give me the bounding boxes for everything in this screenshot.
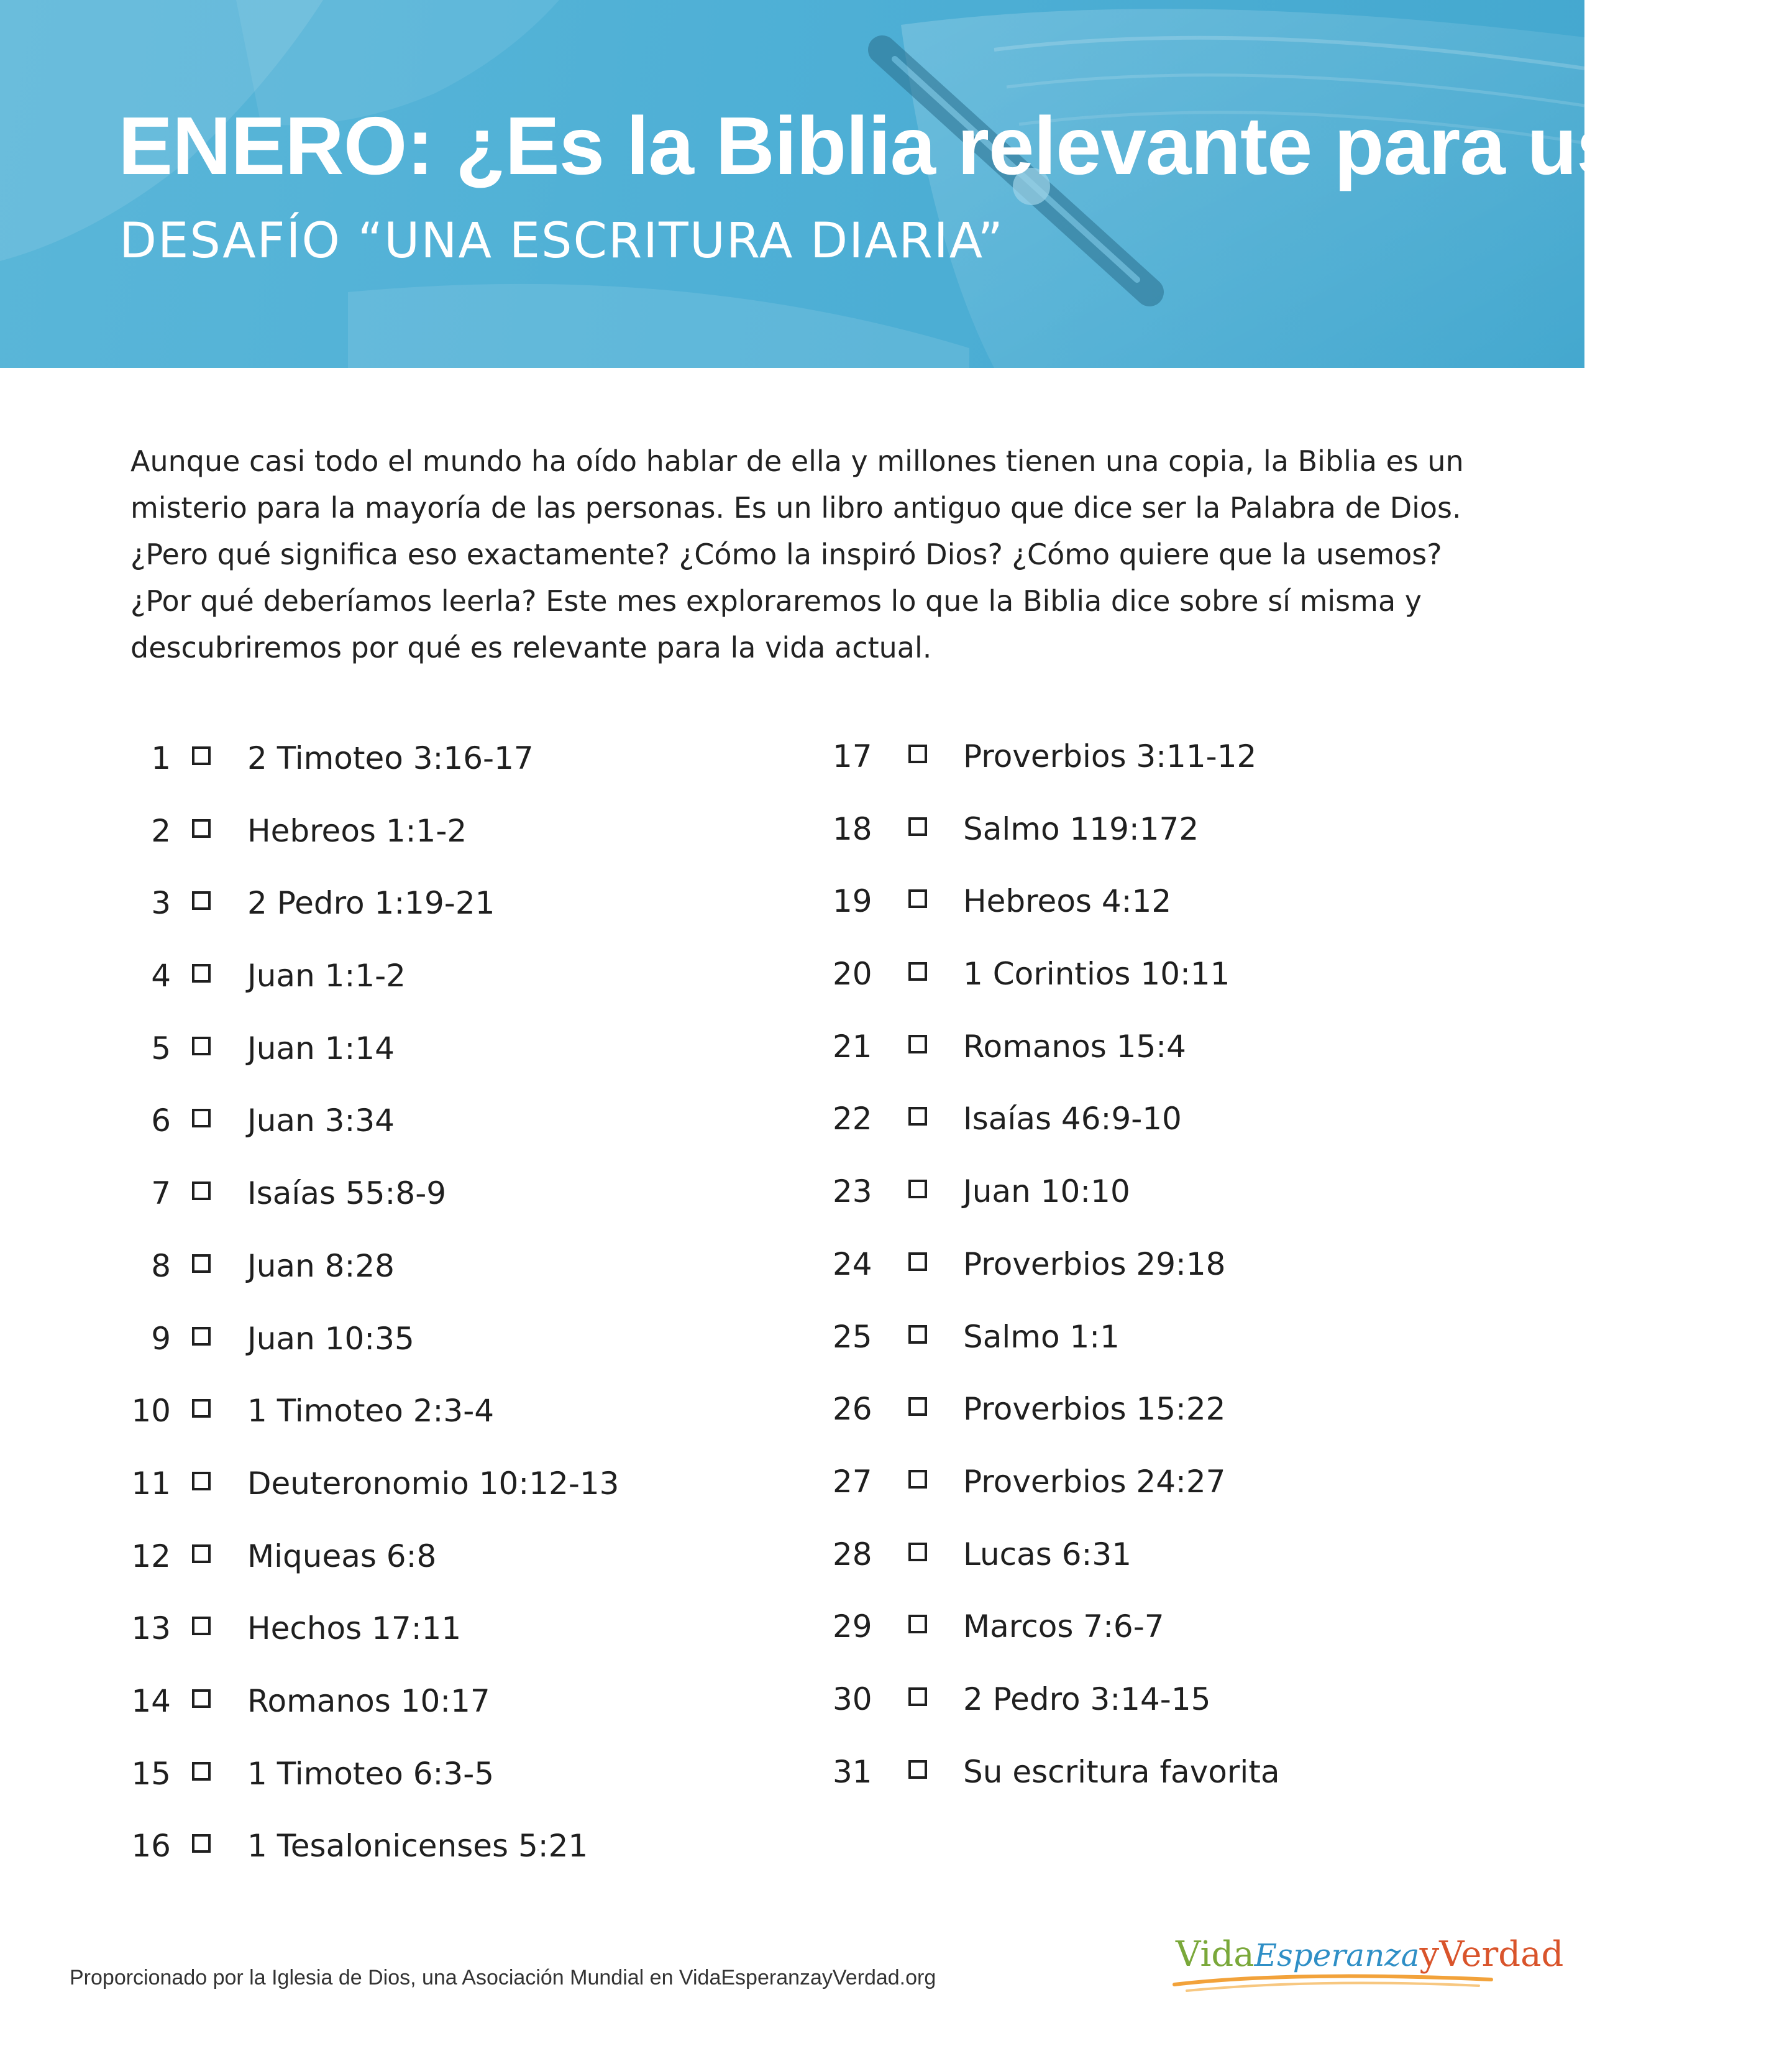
day-number: 11 [131,1465,171,1502]
scripture-reference: Juan 1:1-2 [247,958,406,994]
scripture-reference: Deuteronomio 10:12-13 [247,1465,619,1502]
day-number: 7 [151,1175,171,1212]
day-number: 25 [833,1318,872,1355]
day-number: 23 [833,1173,872,1210]
day-number: 26 [833,1391,872,1428]
day-number: 12 [131,1538,171,1574]
day-number: 17 [833,738,872,774]
reading-checkbox[interactable] [908,745,927,763]
scripture-reference: Salmo 1:1 [963,1318,1120,1355]
vida-esperanza-verdad-logo[interactable] [1168,1930,1564,1998]
reading-checkbox[interactable] [908,1325,927,1344]
day-number: 10 [131,1393,171,1429]
scripture-reference: 1 Corintios 10:11 [963,956,1230,993]
day-number: 14 [131,1682,171,1719]
scripture-reference: Juan 3:34 [247,1103,395,1139]
logo-word-esperanza: Esperanza [1254,1937,1420,1973]
reading-checkbox[interactable] [192,1182,211,1200]
scripture-reference: 1 Timoteo 2:3-4 [247,1393,495,1429]
page-subtitle: DESAFÍO “UNA ESCRITURA DIARIA” [119,213,1004,269]
reading-checkbox[interactable] [192,1037,211,1055]
scripture-reference: Proverbios 15:22 [963,1391,1226,1428]
scripture-reference: Isaías 46:9-10 [963,1101,1182,1137]
scripture-reference: Hebreos 1:1-2 [247,812,467,849]
day-number: 2 [151,812,171,849]
scripture-reference: Miqueas 6:8 [247,1538,437,1574]
reading-checkbox[interactable] [192,1544,211,1563]
logo-word-y: y [1419,1934,1440,1975]
reading-checkbox[interactable] [192,1109,211,1127]
day-number: 29 [833,1608,872,1645]
reading-checkbox[interactable] [192,1399,211,1418]
reading-checkbox[interactable] [192,1762,211,1781]
day-number: 5 [151,1030,171,1067]
reading-checkbox[interactable] [908,1760,927,1779]
intro-line: ¿Pero qué significa eso exactamente? ¿Cómo la inspiró Dios? ¿Cómo quiere que la usemos? [130,538,1442,571]
day-number: 9 [151,1320,171,1357]
scripture-reference: Proverbios 24:27 [963,1463,1226,1500]
scripture-reference: Romanos 10:17 [247,1682,490,1719]
reading-checkbox[interactable] [908,1035,927,1053]
reading-checkbox[interactable] [908,1687,927,1706]
intro-line: descubriremos por qué es relevante para la vida actual. [130,631,932,664]
reading-checkbox[interactable] [908,1107,927,1126]
scripture-reference: 1 Tesalonicenses 5:21 [247,1828,588,1865]
day-number: 22 [833,1101,872,1137]
scripture-reference: Salmo 119:172 [963,810,1199,847]
day-number: 21 [833,1028,872,1065]
day-number: 31 [833,1753,872,1790]
reading-checkbox[interactable] [908,1470,927,1489]
reading-checkbox[interactable] [908,889,927,908]
reading-checkbox[interactable] [192,746,211,765]
scripture-reference: 1 Timoteo 6:3-5 [247,1755,495,1792]
day-number: 24 [833,1246,872,1282]
reading-checkbox[interactable] [908,962,927,981]
day-number: 16 [131,1828,171,1865]
day-number: 20 [833,956,872,993]
day-number: 15 [131,1755,171,1792]
intro-line: misterio para la mayoría de las personas. Es un libro antiguo que dice ser la Palabra de Dios. [130,491,1461,525]
intro-paragraph [130,438,1497,671]
logo-swoosh-icon [1168,1966,1504,1997]
day-number: 30 [833,1681,872,1717]
reading-checkbox[interactable] [908,1543,927,1561]
day-number: 4 [151,958,171,994]
scripture-reference: Juan 8:28 [247,1247,395,1284]
scripture-reference: Isaías 55:8-9 [247,1175,447,1212]
logo-word-vida: Vida [1176,1934,1255,1975]
reading-checkbox[interactable] [908,1252,927,1271]
reading-checkbox[interactable] [908,1397,927,1416]
reading-checkbox[interactable] [192,1834,211,1853]
reading-checkbox[interactable] [192,819,211,838]
intro-line: Aunque casi todo el mundo ha oído hablar de ella y millones tienen una copia, la Biblia es un [130,444,1464,478]
day-number: 6 [151,1103,171,1139]
reading-checkbox[interactable] [908,1615,927,1633]
scripture-reference: Marcos 7:6-7 [963,1608,1164,1645]
day-number: 1 [151,740,171,776]
scripture-reference: Hebreos 4:12 [963,883,1172,920]
logo-word-verdad: Verdad [1439,1934,1564,1975]
reading-checkbox[interactable] [908,1180,927,1198]
scripture-reference: 2 Pedro 3:14-15 [963,1681,1211,1717]
reading-checkbox[interactable] [192,1254,211,1273]
reading-checkbox[interactable] [192,964,211,983]
day-number: 3 [151,885,171,922]
scripture-reference: 2 Timoteo 3:16-17 [247,740,534,776]
day-number: 28 [833,1536,872,1572]
page-title: ENERO: ¿Es la Biblia relevante para usted? [118,100,1792,191]
reading-checkbox[interactable] [192,1472,211,1490]
scripture-reference: Lucas 6:31 [963,1536,1132,1572]
scripture-reference: Proverbios 29:18 [963,1246,1226,1282]
reading-checkbox[interactable] [192,1327,211,1346]
scripture-reference: 2 Pedro 1:19-21 [247,885,495,922]
footer-credit: Proporcionado por la Iglesia de Dios, una Asociación Mundial en VidaEsperanzayVerdad.org [70,1966,936,1989]
intro-line: ¿Por qué deberíamos leerla? Este mes exploraremos lo que la Biblia dice sobre sí misma y [130,584,1422,618]
reading-checkbox[interactable] [908,817,927,836]
header-banner [0,0,1792,368]
day-number: 8 [151,1247,171,1284]
day-number: 19 [833,883,872,920]
scripture-reference: Romanos 15:4 [963,1028,1186,1065]
scripture-reference: Hechos 17:11 [247,1610,462,1647]
scripture-reference: Juan 10:35 [247,1320,414,1357]
scripture-reference: Juan 10:10 [963,1173,1130,1210]
day-number: 18 [833,810,872,847]
scripture-reference: Su escritura favorita [963,1753,1280,1790]
scripture-reference: Juan 1:14 [247,1030,395,1067]
scripture-reference: Proverbios 3:11-12 [963,738,1257,774]
day-number: 13 [131,1610,171,1647]
day-number: 27 [833,1463,872,1500]
reading-checkbox[interactable] [192,891,211,910]
reading-checkbox[interactable] [192,1617,211,1635]
reading-checkbox[interactable] [192,1689,211,1708]
